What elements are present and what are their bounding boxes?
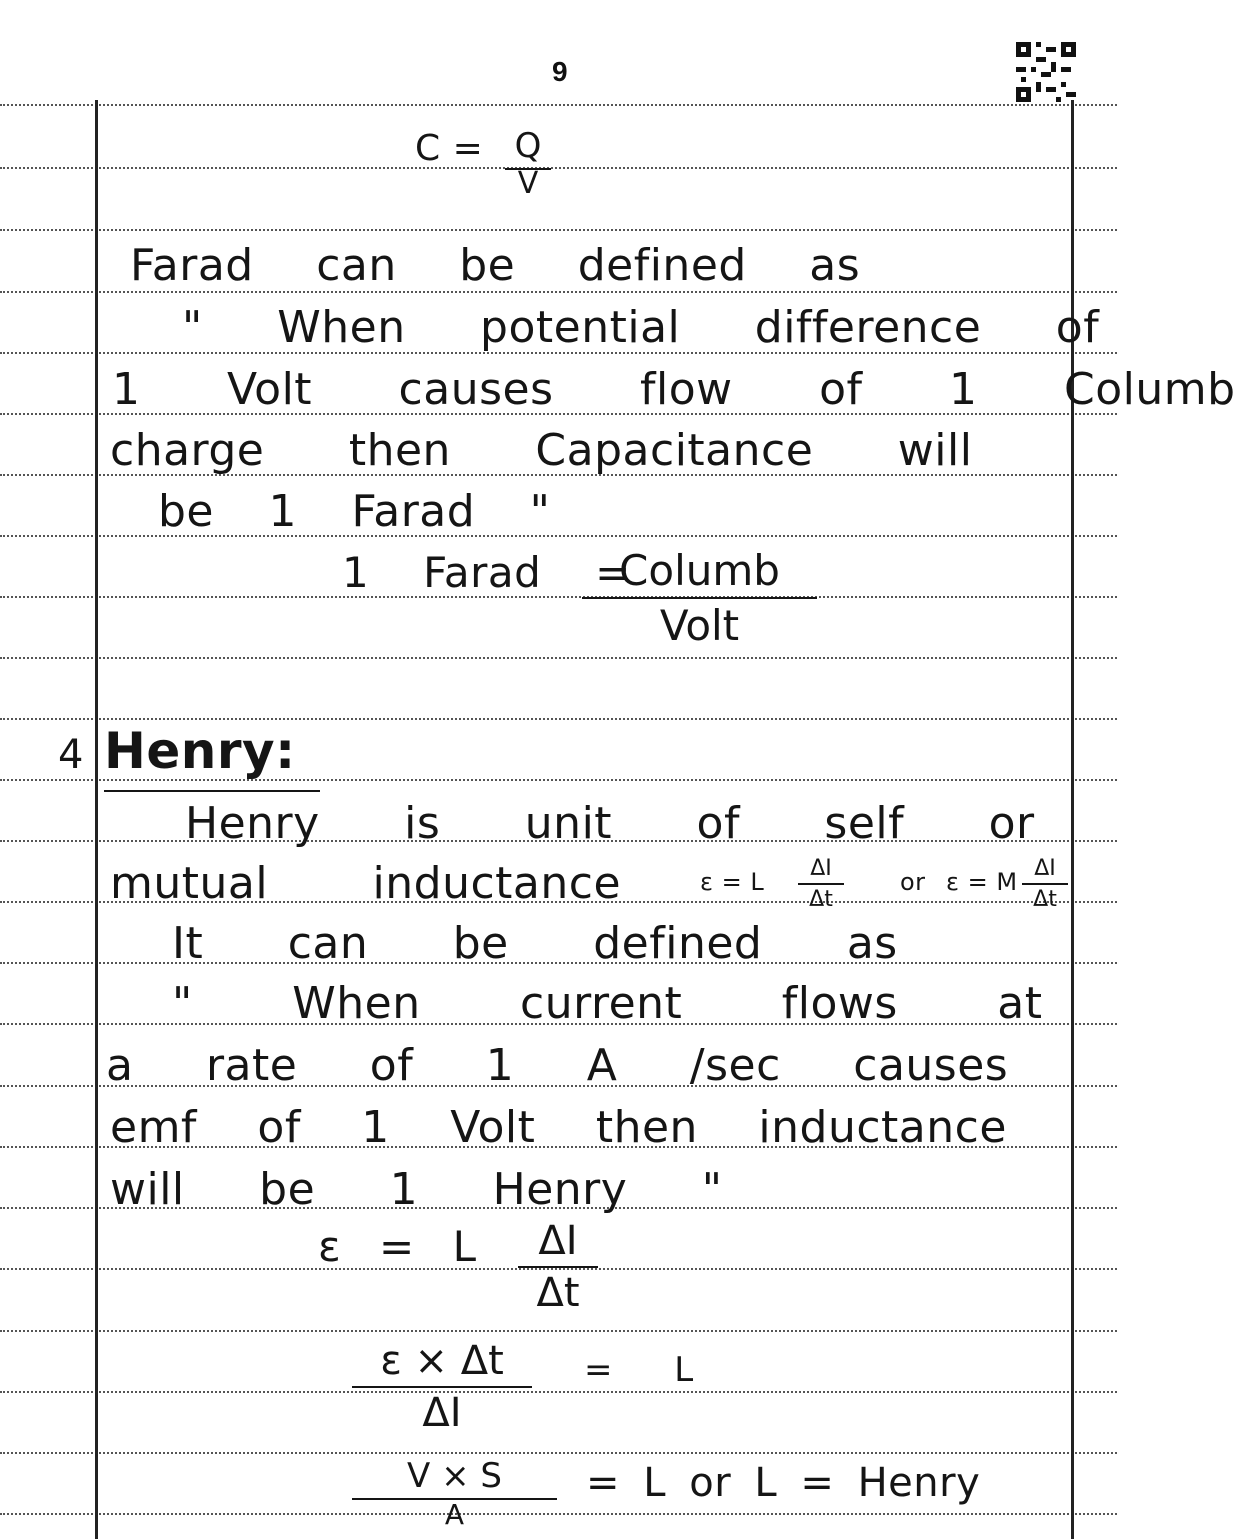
eq3-fraction (352, 1456, 557, 1531)
farad-line-2: " When potential difference of (182, 302, 1100, 353)
henry-heading: Henry: (104, 722, 296, 780)
inline-formula-2-denominator: Δt (1033, 887, 1057, 912)
ruled-line (0, 229, 1117, 231)
inline-formula-1-numerator: ΔI (810, 856, 832, 881)
henry-line-6: emf of 1 Volt then inductance (110, 1102, 1007, 1153)
farad-line-5: be 1 Farad " (158, 486, 551, 537)
fraction-bar (352, 1386, 532, 1388)
henry-line-5: a rate of 1 A /sec causes (106, 1040, 1009, 1091)
eq1-denominator: Δt (536, 1270, 580, 1316)
eq2-fraction (352, 1338, 532, 1436)
eq2-rhs: = L (584, 1350, 694, 1390)
eq3-rhs: = L or L = Henry (586, 1460, 981, 1506)
henry-line-3: It can be defined as (172, 918, 898, 969)
capacitance-denominator: V (517, 166, 539, 201)
ruled-line (0, 167, 1117, 169)
margin-line (95, 100, 98, 1539)
henry-line-4: " When current flows at (172, 978, 1043, 1029)
section-number: 4 (58, 732, 84, 778)
inline-formula-1-denominator: Δt (809, 887, 833, 912)
farad-line-3: 1 Volt causes flow of 1 Columb (112, 364, 1236, 415)
fraction-bar (798, 883, 844, 885)
eq1-numerator: ΔI (538, 1218, 578, 1264)
ruled-line (0, 104, 1117, 106)
eq2-denominator: ΔI (422, 1390, 462, 1436)
ruled-line (0, 657, 1117, 659)
ruled-line (0, 1330, 1117, 1332)
eq3-denominator: A (444, 1498, 465, 1531)
farad-unit-numerator: Columb (619, 546, 780, 595)
capacitance-fraction (505, 126, 551, 201)
page-number: 9 (552, 56, 568, 87)
ruled-line (0, 1513, 1117, 1515)
farad-line-1: Farad can be defined as (130, 240, 861, 291)
ruled-line (0, 291, 1117, 293)
eq3-numerator: V × S (407, 1456, 502, 1496)
eq1-fraction (518, 1218, 598, 1316)
capacitance-formula-lhs: C = (415, 128, 484, 169)
henry-line-1: Henry is unit of self or (185, 798, 1035, 849)
capacitance-numerator: Q (514, 126, 542, 166)
henry-line-2: mutual inductance (110, 858, 622, 909)
farad-unit-lhs: 1 Farad = (342, 548, 631, 597)
eq1-lhs: ε = L (318, 1222, 477, 1271)
ruled-line (0, 718, 1117, 720)
fraction-bar (1022, 883, 1068, 885)
inline-formula-1-lhs: ε = L (700, 868, 765, 896)
qr-code-icon (1016, 42, 1076, 102)
farad-line-4: charge then Capacitance will (110, 425, 973, 476)
fraction-bar (518, 1266, 598, 1268)
heading-underline (104, 790, 320, 792)
fraction-bar (582, 597, 817, 599)
inline-formula-1-fraction (798, 856, 844, 912)
farad-unit-fraction (582, 546, 817, 650)
inline-formula-2-lhs: ε = M (946, 868, 1018, 896)
farad-unit-denominator: Volt (659, 601, 740, 650)
ruled-line (0, 1391, 1117, 1393)
ruled-line (0, 1452, 1117, 1454)
inline-formula-2-fraction (1022, 856, 1068, 912)
inline-or: or (900, 868, 926, 896)
inline-formula-2-numerator: ΔI (1034, 856, 1056, 881)
eq2-numerator: ε × Δt (380, 1338, 504, 1384)
henry-line-7: will be 1 Henry " (110, 1164, 723, 1215)
